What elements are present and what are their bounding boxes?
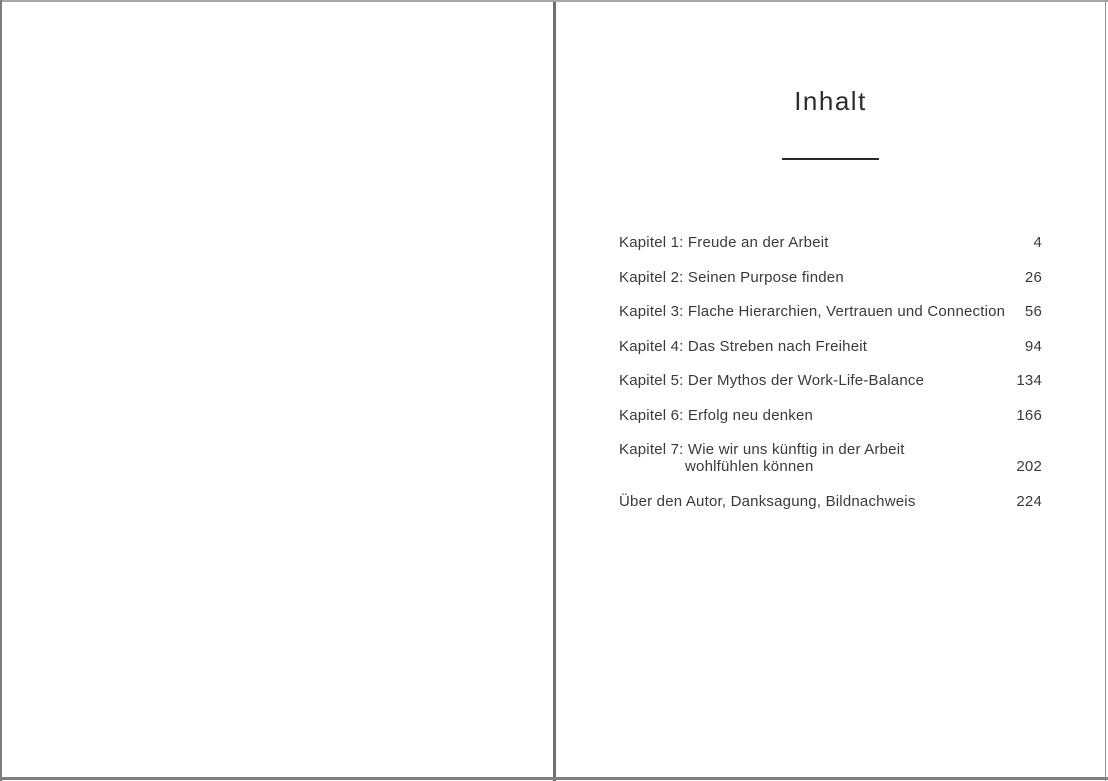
scan-frame-left-edge xyxy=(0,0,2,781)
toc-entry xyxy=(619,338,1042,355)
toc-entry-label: Kapitel 1: Freude an der Arbeit xyxy=(619,234,829,251)
toc-entry-label xyxy=(619,441,905,475)
toc-entry-page-number: 134 xyxy=(1016,372,1042,389)
toc-entry-label: Kapitel 4: Das Streben nach Freiheit xyxy=(619,337,868,355)
toc-entry-label: Über den Autor, Danksagung, Bildnachweis xyxy=(619,492,916,510)
book-gutter-divider xyxy=(553,0,556,781)
table-of-contents xyxy=(619,234,1042,510)
toc-entry-label-line1: Kapitel 7: Wie wir uns künftig in der Arbeit xyxy=(619,441,905,458)
toc-entry-page-number: 26 xyxy=(1024,268,1042,286)
toc-entry-page-number: 224 xyxy=(1016,492,1042,510)
toc-entry-page-number: 202 xyxy=(1016,458,1042,475)
toc-entry-label-line2: wohlfühlen können xyxy=(685,458,814,475)
toc-entry xyxy=(619,372,1042,389)
toc-entry-label: Kapitel 5: Der Mythos der Work-Life-Balance xyxy=(619,372,925,389)
right-page xyxy=(556,0,1105,777)
toc-entry-page-number: 94 xyxy=(1024,337,1042,355)
toc-entry xyxy=(619,269,1042,286)
toc-page-content xyxy=(556,0,1105,510)
left-page-blank xyxy=(2,2,553,777)
toc-entry-page-number: 166 xyxy=(1016,406,1042,424)
toc-entry-label: Kapitel 6: Erfolg neu denken xyxy=(619,406,814,424)
toc-entry xyxy=(619,441,1042,475)
scan-frame-top-edge xyxy=(0,0,1108,2)
toc-entry-page-number: 4 xyxy=(1033,234,1042,251)
scan-frame-bottom-edge xyxy=(0,777,1108,780)
toc-entry-label: Kapitel 3: Flache Hierarchien, Vertrauen und Connection xyxy=(619,303,1006,320)
toc-entry xyxy=(619,234,1042,251)
page-title: Inhalt xyxy=(794,86,867,116)
toc-entry xyxy=(619,303,1042,320)
toc-entry xyxy=(619,493,1042,510)
scan-frame-right-edge xyxy=(1105,0,1106,781)
title-underline-rule xyxy=(782,158,879,160)
toc-entry-label: Kapitel 2: Seinen Purpose finden xyxy=(619,268,844,286)
toc-entry-page-number: 56 xyxy=(1024,303,1042,320)
toc-entry xyxy=(619,407,1042,424)
